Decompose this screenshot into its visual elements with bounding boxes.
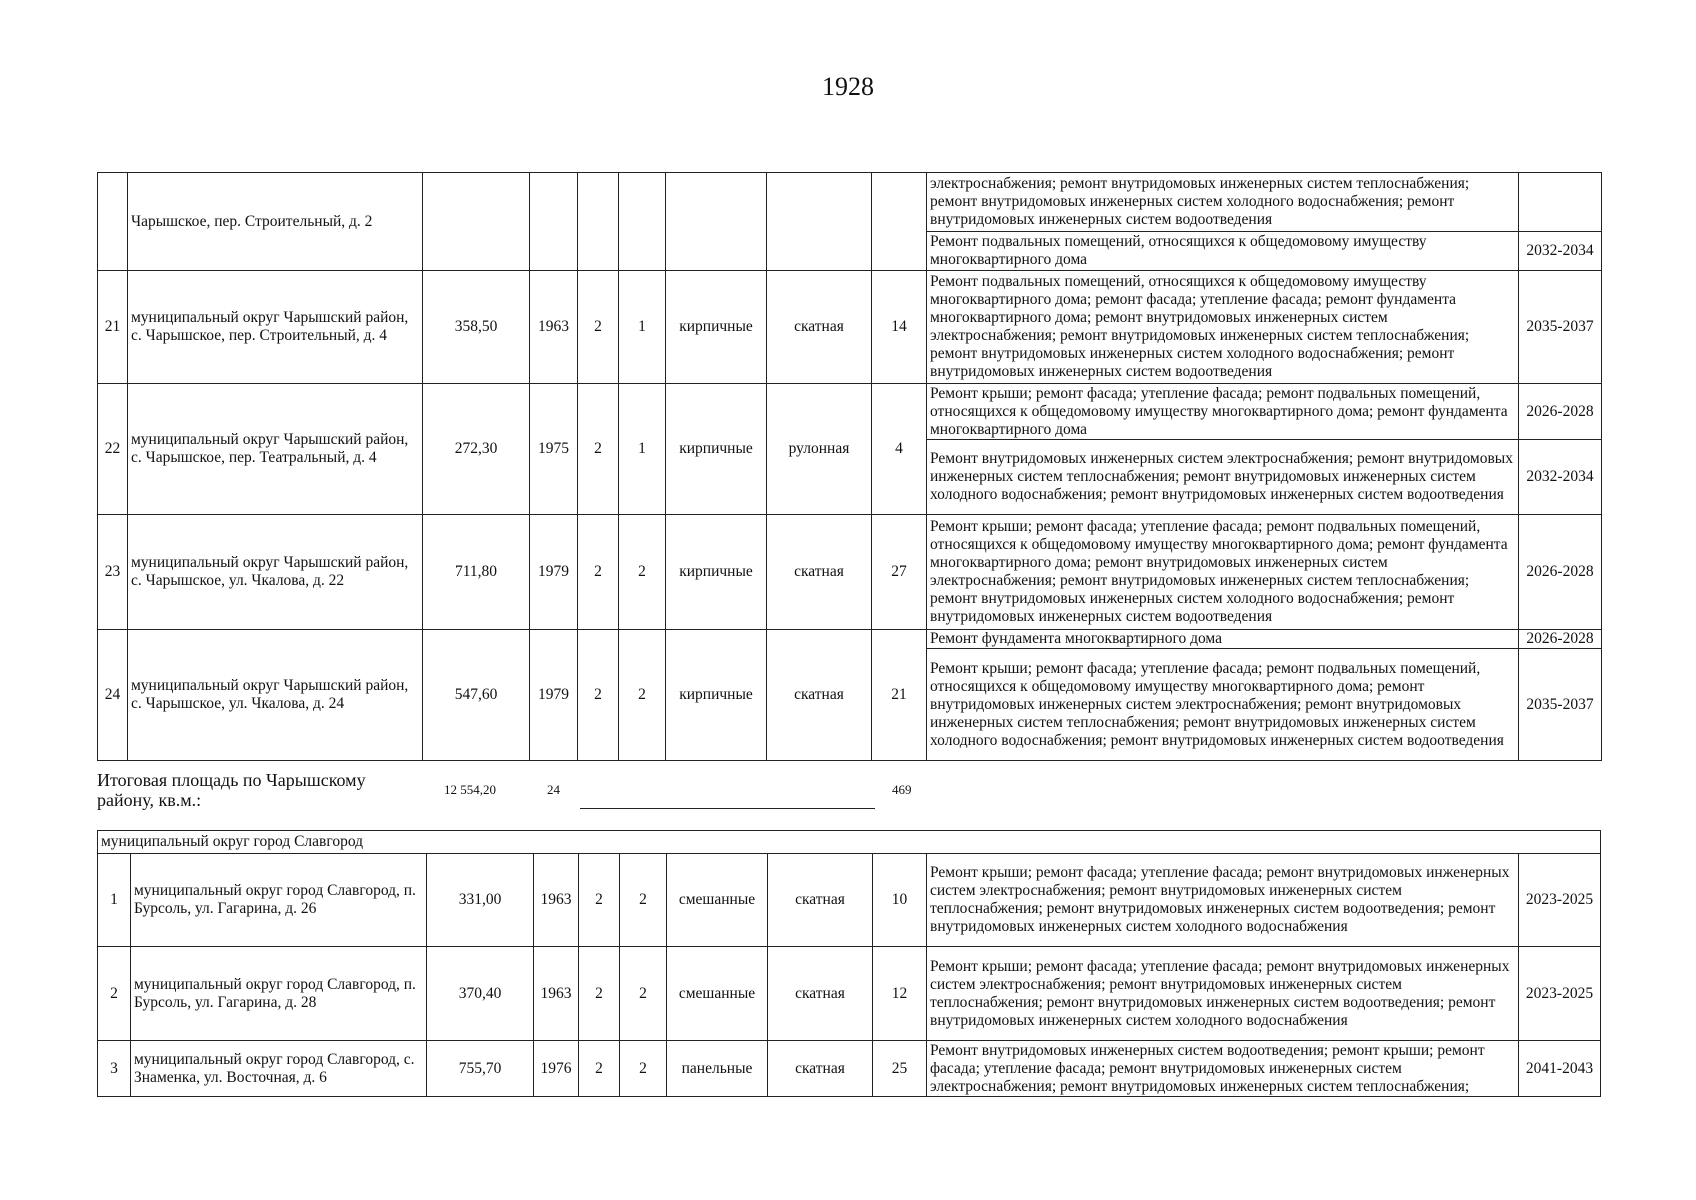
charysh-table (97, 172, 1602, 761)
floors-cell: 2 (579, 1041, 620, 1097)
years-cell: 2032-2034 (1519, 232, 1602, 271)
year-cell: 1963 (534, 854, 579, 947)
roof-cell: скатная (767, 271, 872, 384)
floors-cell: 2 (579, 854, 620, 947)
year-cell: 1975 (530, 384, 578, 515)
address-cell: муниципальный округ город Славгород, с. Знаменка, ул. Восточная, д. 6 (131, 1041, 427, 1097)
works-cell: Ремонт крыши; ремонт фасада; утепление фасада; ремонт внутридомовых инженерных систем электроснабжения; ремонт внутридомовых инженерных систем теплоснабжения; ремонт внутридомовых инженерных систем водоотведения; ремонт внутридомовых инженерных систем холодного водоснабжения (927, 947, 1519, 1041)
area-cell: 711,80 (423, 515, 530, 630)
total-label: Итоговая площадь по Чарышскому району, кв.м.: (97, 770, 366, 810)
roof-cell: рулонная (767, 384, 872, 515)
area-cell: 547,60 (423, 630, 530, 761)
years-cell: 2041-2043 (1519, 1041, 1601, 1097)
floors-cell: 2 (578, 271, 619, 384)
years-cell: 2035-2037 (1519, 271, 1602, 384)
year-cell: 1979 (530, 630, 578, 761)
address-cell: муниципальный округ Чарышский район, с. Чарышское, ул. Чкалова, д. 22 (128, 515, 423, 630)
walls-cell: кирпичные (666, 271, 767, 384)
floors-cell: 2 (578, 515, 619, 630)
floors-cell: 2 (578, 384, 619, 515)
total-underline (580, 808, 875, 809)
flats-cell: 25 (873, 1041, 927, 1097)
address-cell: Чарышское, пер. Строительный, д. 2 (128, 173, 423, 271)
years-cell: 2026-2028 (1519, 515, 1602, 630)
years-cell (1519, 173, 1602, 232)
charysh-total (97, 770, 1617, 812)
num-cell: 21 (98, 271, 128, 384)
entrances-cell (619, 173, 666, 271)
entrances-cell: 1 (619, 271, 666, 384)
works-cell: Ремонт крыши; ремонт фасада; утепление фасада; ремонт подвальных помещений, относящихся к общедомовому имуществу многоквартирного дома; ремонт фундамента многоквартирного дома; ремонт внутридомовых инженерных систем электроснабжения; ремонт внутридомовых инженерных систем теплоснабжения; ремонт внутридомовых инженерных систем холодного водоснабжения; ремонт внутридомовых инженерных систем водоотведения (927, 515, 1519, 630)
years-cell: 2023-2025 (1519, 854, 1601, 947)
roof-cell: скатная (767, 515, 872, 630)
address-cell: муниципальный округ город Славгород, п. Бурсоль, ул. Гагарина, д. 26 (131, 854, 427, 947)
years-cell: 2026-2028 (1519, 630, 1602, 649)
entrances-cell: 2 (620, 854, 667, 947)
works-cell: Ремонт крыши; ремонт фасада; утепление фасада; ремонт подвальных помещений, относящихся к общедомовому имуществу многоквартирного дома; ремонт фундамента многоквартирного дома (927, 384, 1519, 440)
works-cell: Ремонт фундамента многоквартирного дома (927, 630, 1519, 649)
total-flats: 469 (892, 782, 912, 797)
walls-cell: смешанные (667, 854, 768, 947)
year-cell: 1963 (530, 271, 578, 384)
table-row (98, 515, 1602, 630)
works-cell: электроснабжения; ремонт внутридомовых инженерных систем теплоснабжения; ремонт внутридомовых инженерных систем холодного водоснабжения; ремонт внутридомовых инженерных систем водоотведения (927, 173, 1519, 232)
table-row (98, 1041, 1601, 1097)
area-cell: 272,30 (423, 384, 530, 515)
entrances-cell: 2 (619, 515, 666, 630)
walls-cell: панельные (667, 1041, 768, 1097)
works-cell: Ремонт подвальных помещений, относящихся к общедомовому имуществу многоквартирного дома; ремонт фасада; утепление фасада; ремонт фундамента многоквартирного дома; ремонт внутридомовых инженерных систем электроснабжения; ремонт внутридомовых инженерных систем теплоснабжения; ремонт внутридомовых инженерных систем холодного водоснабжения; ремонт внутридомовых инженерных систем водоотведения (927, 271, 1519, 384)
num-cell: 23 (98, 515, 128, 630)
address-cell: муниципальный округ Чарышский район, с. Чарышское, пер. Театральный, д. 4 (128, 384, 423, 515)
area-cell: 370,40 (427, 947, 534, 1041)
num-cell: 22 (98, 384, 128, 515)
table-row (98, 630, 1602, 649)
entrances-cell: 1 (619, 384, 666, 515)
table-row (98, 271, 1602, 384)
walls-cell: кирпичные (666, 630, 767, 761)
year-cell: 1963 (534, 947, 579, 1041)
area-cell: 331,00 (427, 854, 534, 947)
table-row (98, 947, 1601, 1041)
roof-cell (767, 173, 872, 271)
total-area: 12 554,20 (444, 782, 496, 797)
num-cell (98, 173, 128, 271)
years-cell: 2032-2034 (1519, 440, 1602, 515)
area-cell: 755,70 (427, 1041, 534, 1097)
flats-cell (872, 173, 927, 271)
year-cell: 1976 (534, 1041, 579, 1097)
works-cell: Ремонт внутридомовых инженерных систем водоотведения; ремонт крыши; ремонт фасада; утепление фасада; ремонт внутридомовых инженерных систем электроснабжения; ремонт внутридомовых инженерных систем теплоснабжения; (927, 1041, 1519, 1097)
walls-cell (666, 173, 767, 271)
area-cell: 358,50 (423, 271, 530, 384)
year-cell: 1979 (530, 515, 578, 630)
flats-cell: 27 (872, 515, 927, 630)
page-number: 1928 (822, 72, 874, 101)
flats-cell: 12 (873, 947, 927, 1041)
walls-cell: смешанные (667, 947, 768, 1041)
works-cell: Ремонт крыши; ремонт фасада; утепление фасада; ремонт внутридомовых инженерных систем электроснабжения; ремонт внутридомовых инженерных систем теплоснабжения; ремонт внутридомовых инженерных систем водоотведения; ремонт внутридомовых инженерных систем холодного водоснабжения (927, 854, 1519, 947)
section-title: муниципальный округ город Славгород (98, 831, 1601, 854)
table-row (98, 854, 1601, 947)
years-cell: 2026-2028 (1519, 384, 1602, 440)
address-cell: муниципальный округ город Славгород, п. Бурсоль, ул. Гагарина, д. 28 (131, 947, 427, 1041)
floors-cell: 2 (578, 630, 619, 761)
flats-cell: 4 (872, 384, 927, 515)
years-cell: 2023-2025 (1519, 947, 1601, 1041)
table-row (98, 384, 1602, 440)
num-cell: 3 (98, 1041, 131, 1097)
address-cell: муниципальный округ Чарышский район, с. Чарышское, пер. Строительный, д. 4 (128, 271, 423, 384)
floors-cell: 2 (579, 947, 620, 1041)
works-cell: Ремонт внутридомовых инженерных систем электроснабжения; ремонт внутридомовых инженерных систем теплоснабжения; ремонт внутридомовых инженерных систем холодного водоснабжения; ремонт внутридомовых инженерных систем водоотведения (927, 440, 1519, 515)
floors-cell (578, 173, 619, 271)
num-cell: 24 (98, 630, 128, 761)
flats-cell: 14 (872, 271, 927, 384)
years-cell: 2035-2037 (1519, 649, 1602, 761)
roof-cell: скатная (768, 1041, 873, 1097)
works-cell: Ремонт крыши; ремонт фасада; утепление фасада; ремонт подвальных помещений, относящихся к общедомовому имуществу многоквартирного дома; ремонт внутридомовых инженерных систем электроснабжения; ремонт внутридомовых инженерных систем теплоснабжения; ремонт внутридомовых инженерных систем холодного водоснабжения; ремонт внутридомовых инженерных систем водоотведения (927, 649, 1519, 761)
total-count: 24 (547, 782, 560, 797)
flats-cell: 21 (872, 630, 927, 761)
walls-cell: кирпичные (666, 384, 767, 515)
address-cell: муниципальный округ Чарышский район, с. Чарышское, ул. Чкалова, д. 24 (128, 630, 423, 761)
roof-cell: скатная (767, 630, 872, 761)
area-cell (423, 173, 530, 271)
num-cell: 1 (98, 854, 131, 947)
slavgorod-table (97, 830, 1601, 1097)
num-cell: 2 (98, 947, 131, 1041)
walls-cell: кирпичные (666, 515, 767, 630)
works-cell: Ремонт подвальных помещений, относящихся к общедомовому имуществу многоквартирного дома (927, 232, 1519, 271)
entrances-cell: 2 (619, 630, 666, 761)
entrances-cell: 2 (620, 1041, 667, 1097)
entrances-cell: 2 (620, 947, 667, 1041)
roof-cell: скатная (768, 854, 873, 947)
flats-cell: 10 (873, 854, 927, 947)
year-cell (530, 173, 578, 271)
roof-cell: скатная (768, 947, 873, 1041)
